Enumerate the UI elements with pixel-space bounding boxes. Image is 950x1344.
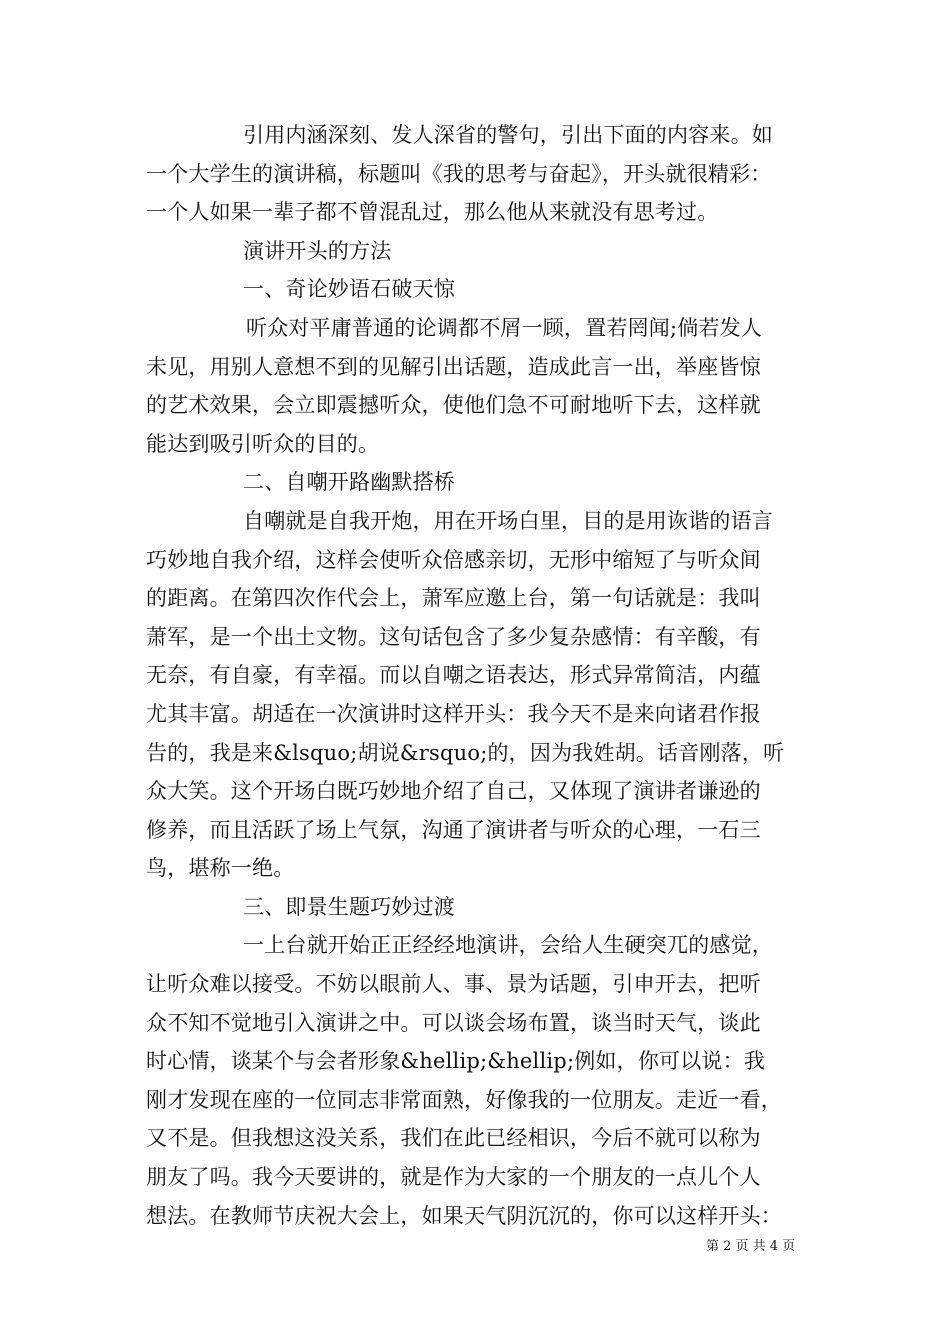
body-line: 能达到吸引听众的目的。 [146,431,380,456]
body-line: 告的，我是来&lsquo;胡说&rsquo;的，因为我姓胡。话音刚落，听 [146,740,785,765]
body-line: 自嘲就是自我开炮，用在开场白里，目的是用诙谐的语言 [243,508,773,533]
page-number-footer: 第 2 页 共 4 页 [706,1239,796,1254]
body-line: 时心情，谈某个与会者形象&hellip;&hellip;例如，你可以说：我 [146,1049,766,1074]
body-line: 鸟，堪称一绝。 [146,856,295,881]
body-line: 听众对平庸普通的论调都不屑一顾，置若罔闻;倘若发人 [246,315,763,340]
body-line: 修养，而且活跃了场上气氛，沟通了演讲者与听众的心理，一石三 [146,817,761,842]
body-line: 一个大学生的演讲稿，标题叫《我的思考与奋起》，开头就很精彩： [146,161,772,186]
body-line: 的距离。在第四次作代会上，萧军应邀上台，第一句话就是：我叫 [146,586,761,611]
body-line: 让听众难以接受。不妨以眼前人、事、景为话题，引申开去，把听 [146,972,761,997]
body-line: 想法。在教师节庆祝大会上，如果天气阴沉沉的，你可以这样开头： [146,1203,782,1228]
body-line: 刚才发现在座的一位同志非常面熟，好像我的一位朋友。走近一看， [146,1087,782,1112]
body-line: 一上台就开始正正经经地演讲，会给人生硬突兀的感觉， [243,933,773,958]
body-line: 一个人如果一辈子都不曾混乱过，那么他从来就没有思考过。 [146,200,719,225]
body-line: 的艺术效果，会立即震撼听众，使他们急不可耐地听下去，这样就 [146,393,761,418]
body-line: 巧妙地自我介绍，这样会使听众倍感亲切，无形中缩短了与听众间 [146,547,761,572]
body-line: 尤其丰富。胡适在一次演讲时这样开头：我今天不是来向诸君作报 [146,701,761,726]
section-heading: 三、即景生题巧妙过渡 [243,894,455,919]
body-line: 众大笑。这个开场白既巧妙地介绍了自己，又体现了演讲者谦逊的 [146,779,761,804]
body-line: 未见，用别人意想不到的见解引出话题，造成此言一出，举座皆惊 [146,354,761,379]
body-line: 众不知不觉地引入演讲之中。可以谈会场布置，谈当时天气，谈此 [146,1010,761,1035]
document-body [146,116,806,1235]
section-heading: 演讲开头的方法 [243,238,392,263]
section-heading: 二、自嘲开路幽默搭桥 [243,470,455,495]
body-line: 无奈，有自豪，有幸福。而以自嘲之语表达，形式异常简洁，内蕴 [146,663,761,688]
body-line: 又不是。但我想这没关系，我们在此已经相识，今后不就可以称为 [146,1126,761,1151]
section-heading: 一、奇论妙语石破天惊 [243,277,455,302]
body-line: 朋友了吗。我今天要讲的，就是作为大家的一个朋友的一点儿个人 [146,1165,761,1190]
body-line: 引用内涵深刻、发人深省的警句，引出下面的内容来。如 [243,123,773,147]
body-line: 萧军，是一个出土文物。这句话包含了多少复杂感情：有辛酸，有 [146,624,761,649]
